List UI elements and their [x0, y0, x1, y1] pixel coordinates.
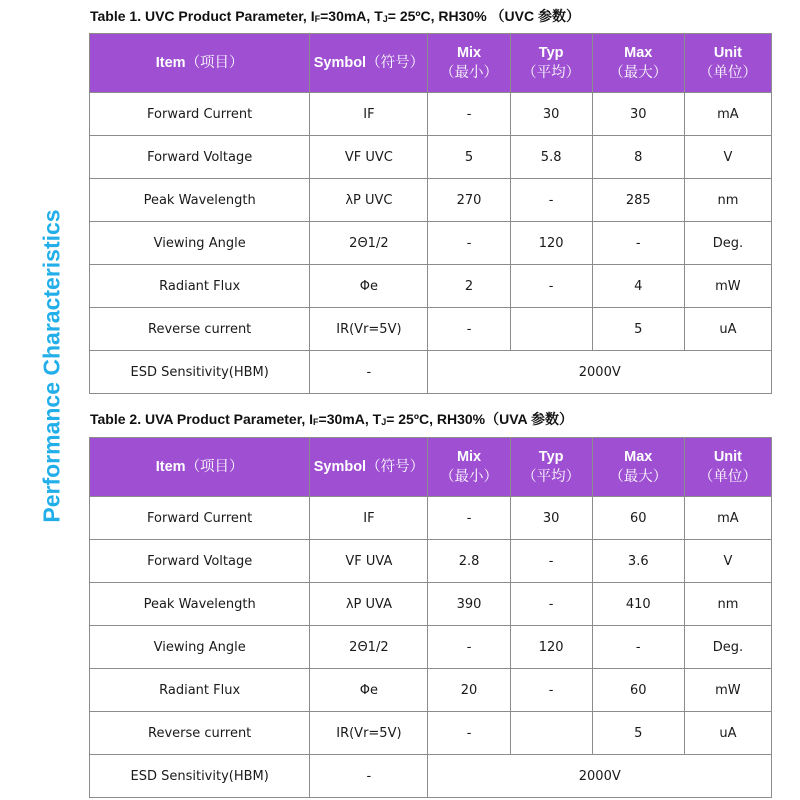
cell-item: Radiant Flux: [90, 669, 310, 712]
cell-unit: mW: [684, 265, 771, 308]
table-row-esd: [90, 755, 772, 798]
cell-min: -: [428, 626, 510, 669]
cell-typ: 120: [510, 222, 592, 265]
table-header-row: [90, 438, 772, 497]
cell-item: Reverse current: [90, 712, 310, 755]
cell-item: Reverse current: [90, 308, 310, 351]
cell-unit: V: [684, 136, 771, 179]
cell-symbol: 2Θ1/2: [310, 626, 428, 669]
cell-typ: 30: [510, 497, 592, 540]
header-min: Mix （最小）: [428, 438, 510, 497]
cell-min: 2.8: [428, 540, 510, 583]
header-typ: Typ （平均）: [510, 34, 592, 93]
cell-item: Viewing Angle: [90, 222, 310, 265]
table-row: [90, 222, 772, 265]
cell-symbol: λP UVA: [310, 583, 428, 626]
header-item: Item（项目）: [90, 438, 310, 497]
table-row: [90, 626, 772, 669]
cell-max: 60: [592, 669, 684, 712]
table-row: [90, 308, 772, 351]
header-max: Max （最大）: [592, 34, 684, 93]
table-row: [90, 136, 772, 179]
cell-max: 8: [592, 136, 684, 179]
cell-symbol: IR(Vr=5V): [310, 308, 428, 351]
cell-item: Viewing Angle: [90, 626, 310, 669]
header-symbol: Symbol（符号）: [310, 438, 428, 497]
cell-item: Forward Current: [90, 93, 310, 136]
cell-typ: [510, 308, 592, 351]
performance-characteristics-title: Performance Characteristics: [38, 209, 65, 523]
header-max: Max （最大）: [592, 438, 684, 497]
cell-symbol: λP UVC: [310, 179, 428, 222]
table-row: [90, 93, 772, 136]
header-item: Item（项目）: [90, 34, 310, 93]
table-2-caption: Table 2. UVA Product Parameter, IF=30mA, TJ= 25ºC, RH30%（UVA 参数）: [90, 411, 573, 427]
cell-item: ESD Sensitivity(HBM): [90, 351, 310, 394]
table-row: [90, 179, 772, 222]
cell-symbol: IR(Vr=5V): [310, 712, 428, 755]
header-typ: Typ （平均）: [510, 438, 592, 497]
header-min: Mix （最小）: [428, 34, 510, 93]
cell-min: -: [428, 308, 510, 351]
table-row: [90, 583, 772, 626]
cell-unit: Deg.: [684, 626, 771, 669]
cell-symbol: IF: [310, 497, 428, 540]
cell-item: Radiant Flux: [90, 265, 310, 308]
cell-esd-value: 2000V: [428, 755, 772, 798]
cell-max: 410: [592, 583, 684, 626]
table-row: [90, 712, 772, 755]
cell-typ: [510, 712, 592, 755]
cell-unit: mW: [684, 669, 771, 712]
table-row: [90, 497, 772, 540]
cell-typ: -: [510, 583, 592, 626]
cell-symbol: 2Θ1/2: [310, 222, 428, 265]
cell-typ: -: [510, 265, 592, 308]
header-unit: Unit （单位）: [684, 34, 771, 93]
cell-item: Peak Wavelength: [90, 179, 310, 222]
cell-min: 20: [428, 669, 510, 712]
cell-item: ESD Sensitivity(HBM): [90, 755, 310, 798]
cell-symbol: IF: [310, 93, 428, 136]
cell-min: -: [428, 497, 510, 540]
uva-parameter-table: [89, 437, 772, 798]
cell-typ: 120: [510, 626, 592, 669]
cell-max: 30: [592, 93, 684, 136]
cell-symbol: VF UVA: [310, 540, 428, 583]
cell-symbol: -: [310, 351, 428, 394]
cell-unit: mA: [684, 497, 771, 540]
cell-max: -: [592, 626, 684, 669]
uvc-parameter-table: [89, 33, 772, 394]
header-symbol: Symbol（符号）: [310, 34, 428, 93]
table-row: [90, 540, 772, 583]
cell-max: 285: [592, 179, 684, 222]
cell-unit: uA: [684, 308, 771, 351]
table-1-caption: Table 1. UVC Product Parameter, IF=30mA, TJ= 25ºC, RH30% （UVC 参数）: [90, 8, 580, 24]
cell-min: 2: [428, 265, 510, 308]
cell-max: 4: [592, 265, 684, 308]
cell-typ: -: [510, 540, 592, 583]
cell-min: 5: [428, 136, 510, 179]
header-unit: Unit （单位）: [684, 438, 771, 497]
cell-item: Forward Voltage: [90, 136, 310, 179]
table-row: [90, 669, 772, 712]
table-row: [90, 265, 772, 308]
cell-item: Forward Current: [90, 497, 310, 540]
cell-symbol: -: [310, 755, 428, 798]
cell-item: Peak Wavelength: [90, 583, 310, 626]
cell-symbol: Φe: [310, 265, 428, 308]
cell-min: 390: [428, 583, 510, 626]
cell-max: 5: [592, 308, 684, 351]
cell-min: -: [428, 93, 510, 136]
cell-symbol: VF UVC: [310, 136, 428, 179]
cell-unit: nm: [684, 179, 771, 222]
cell-unit: nm: [684, 583, 771, 626]
cell-unit: Deg.: [684, 222, 771, 265]
cell-typ: 30: [510, 93, 592, 136]
table-row-esd: [90, 351, 772, 394]
cell-max: 60: [592, 497, 684, 540]
cell-typ: -: [510, 669, 592, 712]
cell-max: -: [592, 222, 684, 265]
cell-min: 270: [428, 179, 510, 222]
cell-unit: V: [684, 540, 771, 583]
table-header-row: [90, 34, 772, 93]
cell-typ: -: [510, 179, 592, 222]
cell-max: 5: [592, 712, 684, 755]
cell-min: -: [428, 222, 510, 265]
cell-min: -: [428, 712, 510, 755]
cell-symbol: Φe: [310, 669, 428, 712]
cell-esd-value: 2000V: [428, 351, 772, 394]
cell-unit: uA: [684, 712, 771, 755]
cell-typ: 5.8: [510, 136, 592, 179]
cell-unit: mA: [684, 93, 771, 136]
cell-item: Forward Voltage: [90, 540, 310, 583]
cell-max: 3.6: [592, 540, 684, 583]
